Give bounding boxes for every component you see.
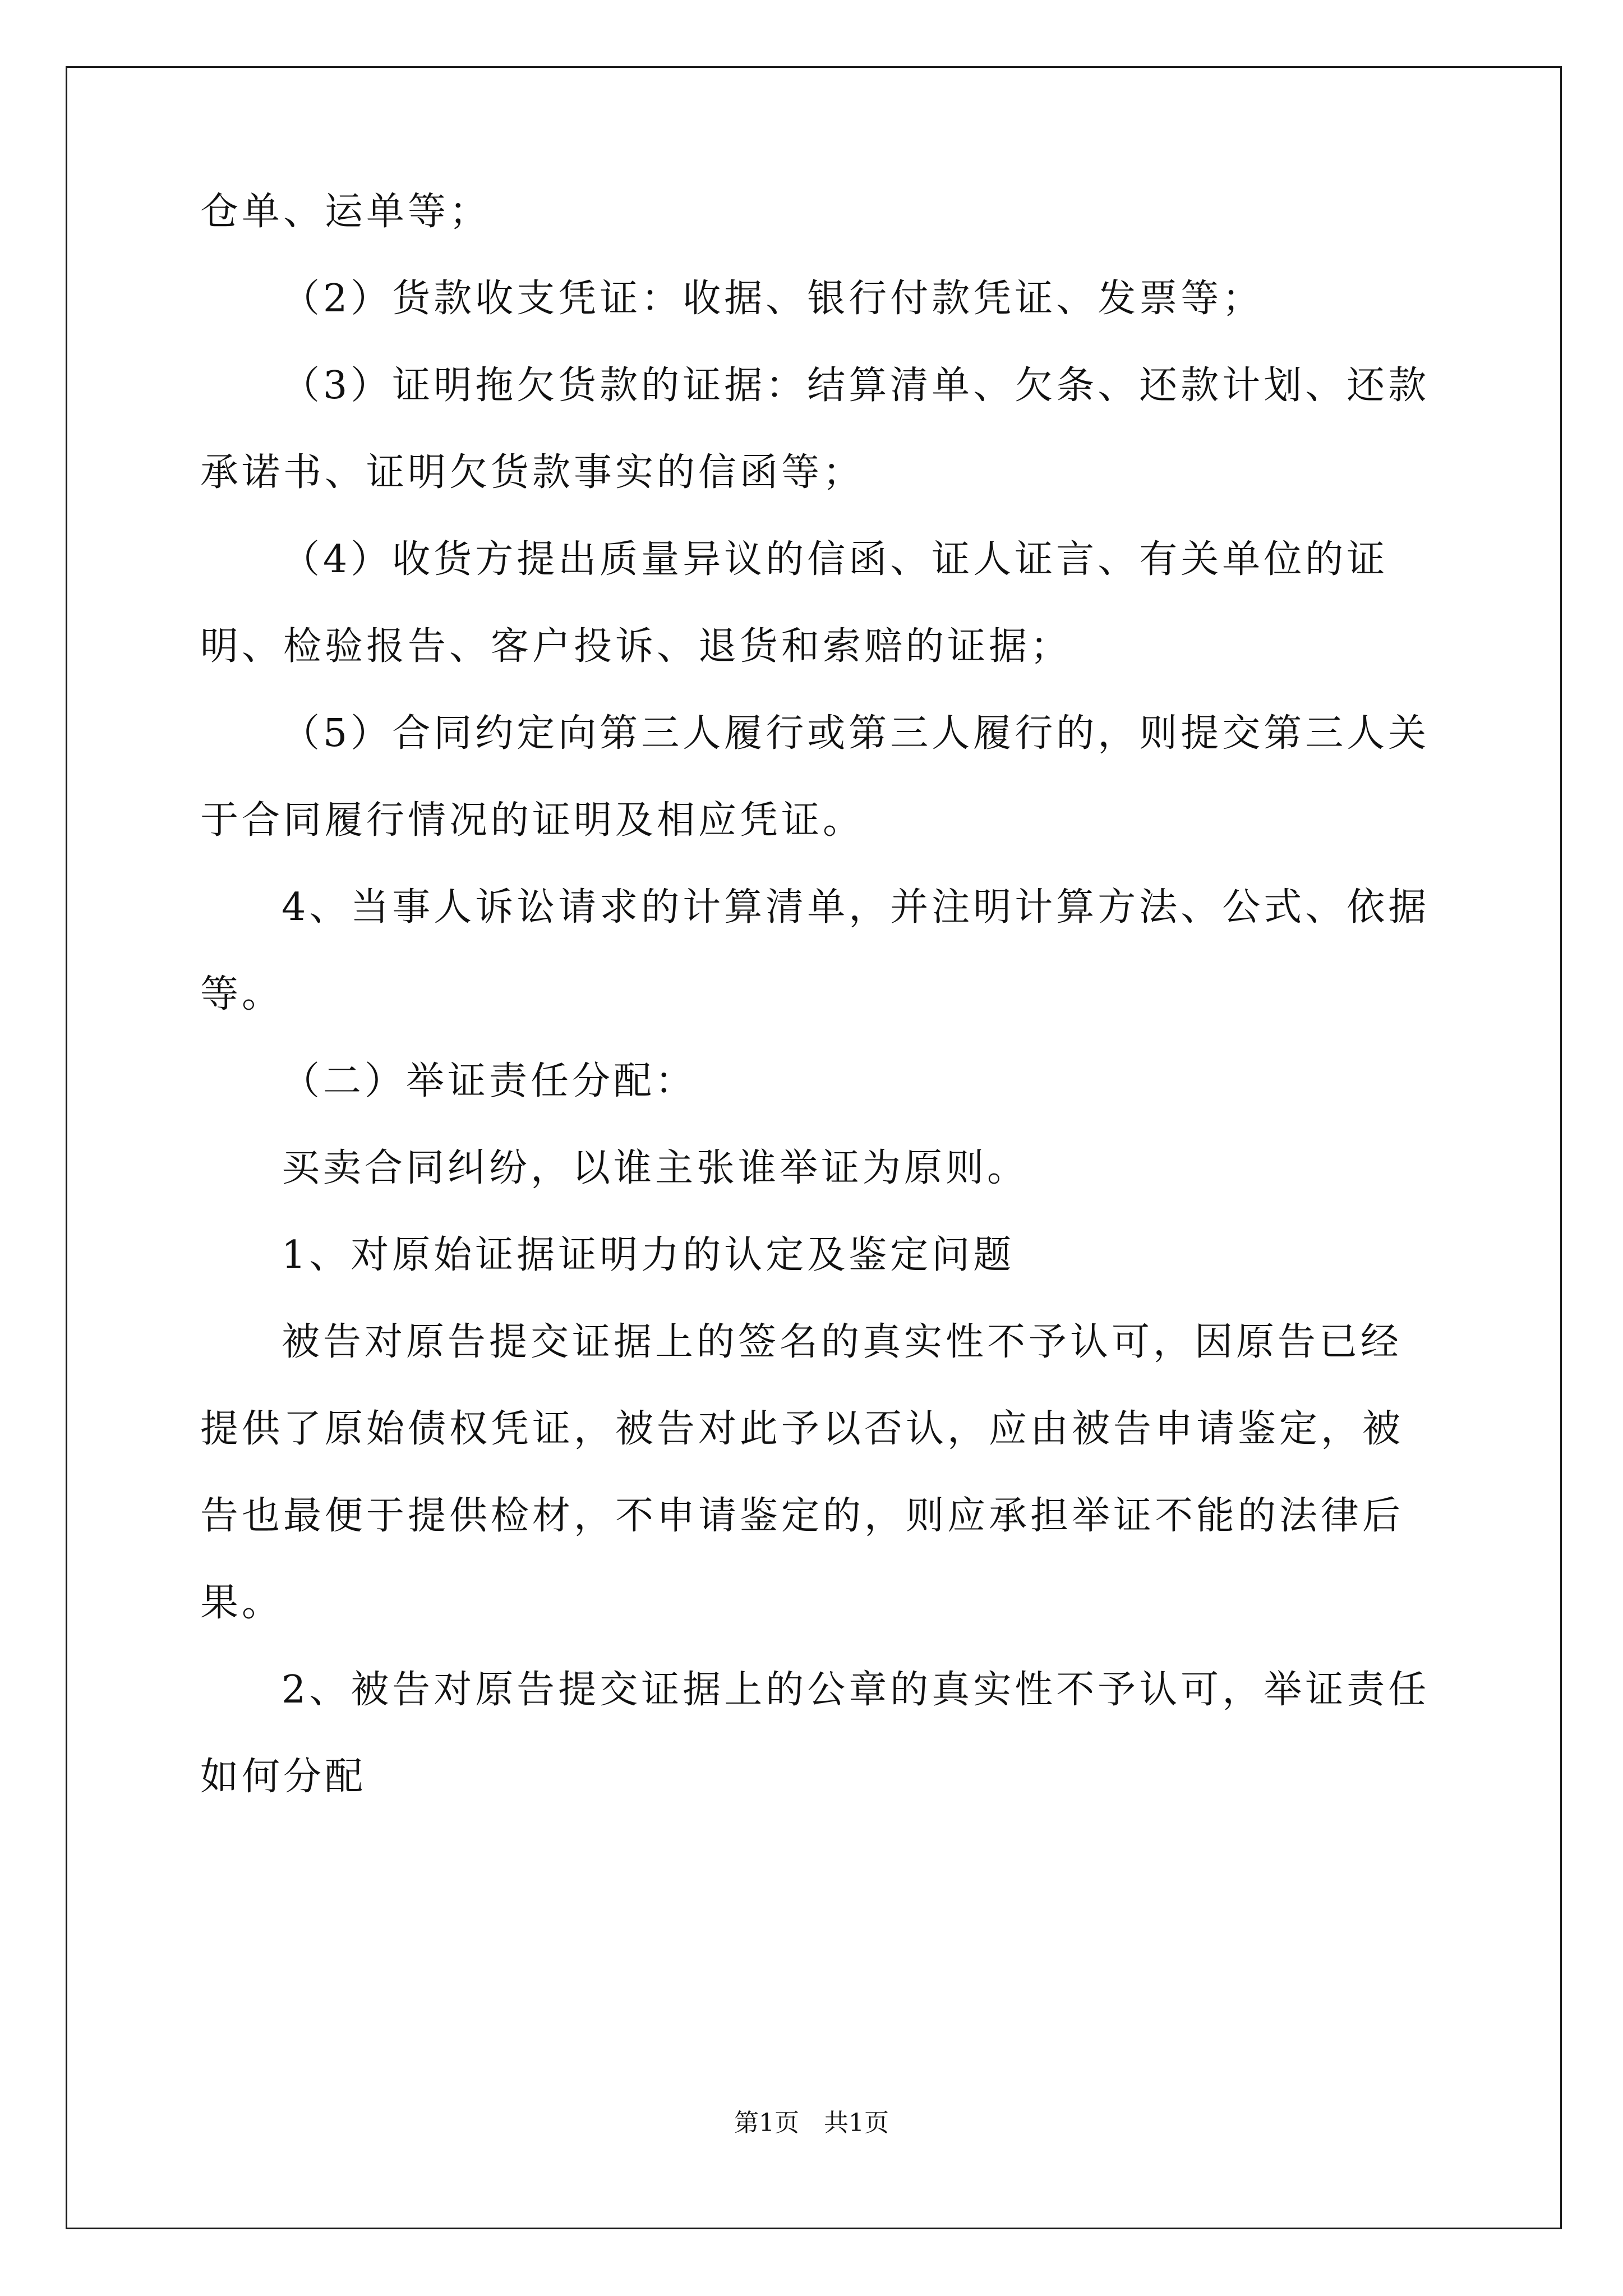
paragraph-5: （5）合同约定向第三人履行或第三人履行的，则提交第三人关于合同履行情况的证明及相应凭证。 (200, 711, 1430, 843)
paragraph-9: 1、对原始证据证明力的认定及鉴定问题 (282, 1233, 1015, 1277)
paragraph-6: 4、当事人诉讼请求的计算清单，并注明计算方法、公式、依据等。 (200, 885, 1430, 1016)
paragraph-2: （2）货款收支凭证：收据、银行付款凭证、发票等； (282, 277, 1264, 321)
paragraph-4: （4）收货方提出质量异议的信函、证人证言、有关单位的证明、检验报告、客户投诉、退货和索赔的证据； (200, 537, 1389, 669)
paragraph-3: （3）证明拖欠货款的证据：结算清单、欠条、还款计划、还款承诺书、证明欠货款事实的信函等； (200, 364, 1430, 495)
paragraph-11: 2、被告对原告提交证据上的公章的真实性不予认可，举证责任如何分配 (200, 1668, 1430, 1799)
paragraph-1: 仓单、运单等； (200, 190, 491, 234)
paragraph-10: 被告对原告提交证据上的签名的真实性不予认可，因原告已经提供了原始债权凭证，被告对此予以否认，应由被告申请鉴定，被告也最便于提供检材，不申请鉴定的，则应承担举证不能的法律后果。 (200, 1320, 1404, 1625)
paragraph-7: （二）举证责任分配： (282, 1059, 697, 1103)
paragraph-8: 买卖合同纠纷，以谁主张谁举证为原则。 (282, 1146, 1029, 1190)
page-footer: 第1页 共1页 (734, 2109, 889, 2137)
document-body (200, 168, 1440, 1820)
